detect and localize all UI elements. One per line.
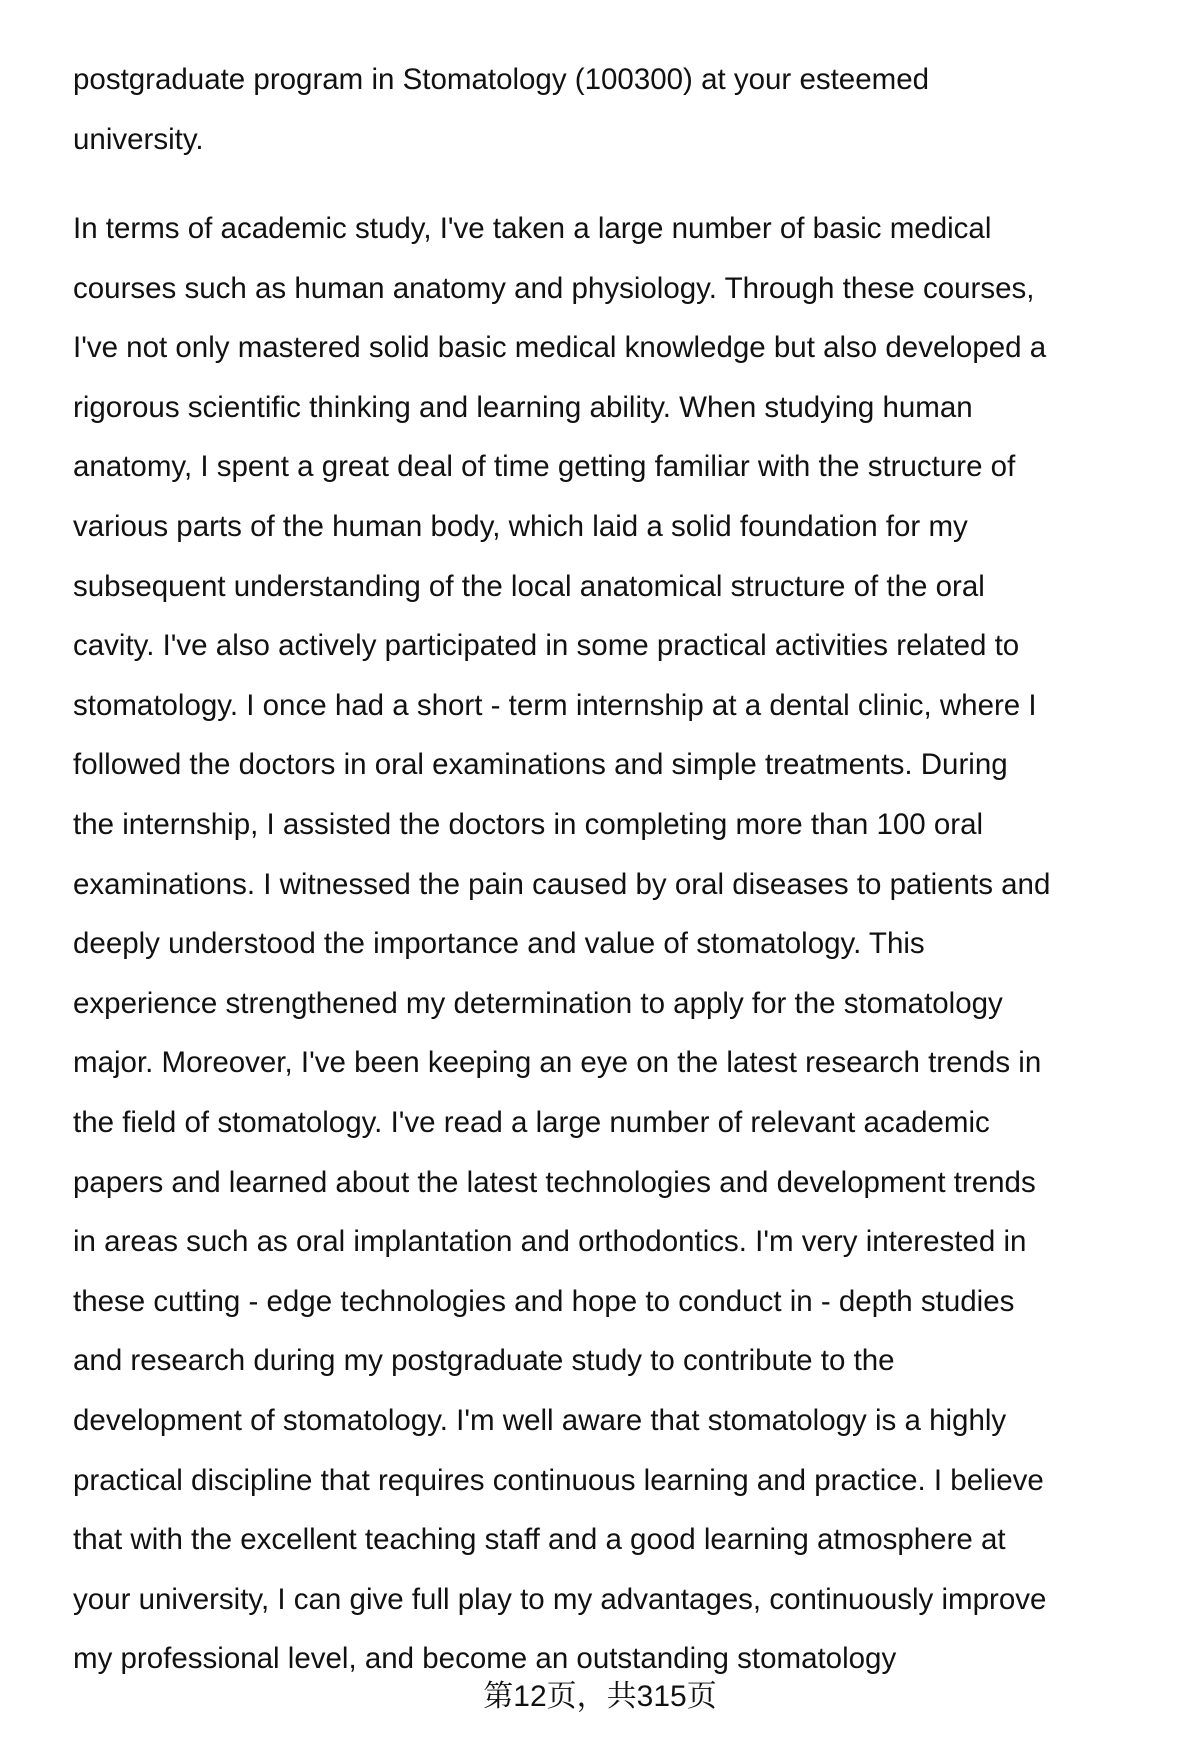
text-line: stomatology. I once had a short - term internship at a dental clinic, where I <box>73 688 1037 722</box>
text-line: my professional level, and become an outstanding stomatology <box>73 1642 897 1676</box>
text-line: experience strengthened my determination to apply for the stomatology <box>73 986 1003 1020</box>
text-line: followed the doctors in oral examinations and simple treatments. During <box>73 748 1008 782</box>
text-line: university. <box>73 122 204 156</box>
text-line: courses such as human anatomy and physiology. Through these courses, <box>73 271 1035 305</box>
text-line: papers and learned about the latest technologies and development trends <box>73 1165 1036 1199</box>
page-number: 第12页，共315页 <box>483 1680 717 1713</box>
text-line: development of stomatology. I'm well aware that stomatology is a highly <box>73 1404 1007 1437</box>
text-line: subsequent understanding of the local anatomical structure of the oral <box>73 569 985 603</box>
text-line: various parts of the human body, which laid a solid foundation for my <box>73 510 968 543</box>
text-line: practical discipline that requires continuous learning and practice. I believe <box>73 1463 1044 1497</box>
text-line: and research during my postgraduate study to contribute to the <box>73 1344 895 1378</box>
text-line: the field of stomatology. I've read a large number of relevant academic <box>73 1106 990 1139</box>
text-line: In terms of academic study, I've taken a large number of basic medical <box>73 212 992 245</box>
text-line: rigorous scientific thinking and learning ability. When studying human <box>73 390 973 424</box>
text-line: examinations. I witnessed the pain caused by oral diseases to patients and <box>73 867 1051 901</box>
text-line: that with the excellent teaching staff and a good learning atmosphere at <box>73 1523 1006 1557</box>
text-line: I've not only mastered solid basic medical knowledge but also developed a <box>73 331 1047 365</box>
text-line: your university, I can give full play to my advantages, continuously improve <box>73 1582 1047 1616</box>
text-line: anatomy, I spent a great deal of time getting familiar with the structure of <box>73 450 1016 484</box>
text-line: major. Moreover, I've been keeping an eye on the latest research trends in <box>73 1046 1042 1080</box>
text-line: cavity. I've also actively participated in some practical activities related to <box>73 629 1020 663</box>
text-line: the internship, I assisted the doctors in completing more than 100 oral <box>73 808 984 841</box>
text-line: these cutting - edge technologies and hope to conduct in - depth studies <box>73 1284 1015 1318</box>
text-line: postgraduate program in Stomatology (100300) at your esteemed <box>73 63 930 96</box>
text-line: deeply understood the importance and value of stomatology. This <box>73 927 925 961</box>
text-line: in areas such as oral implantation and orthodontics. I'm very interested in <box>73 1225 1027 1259</box>
